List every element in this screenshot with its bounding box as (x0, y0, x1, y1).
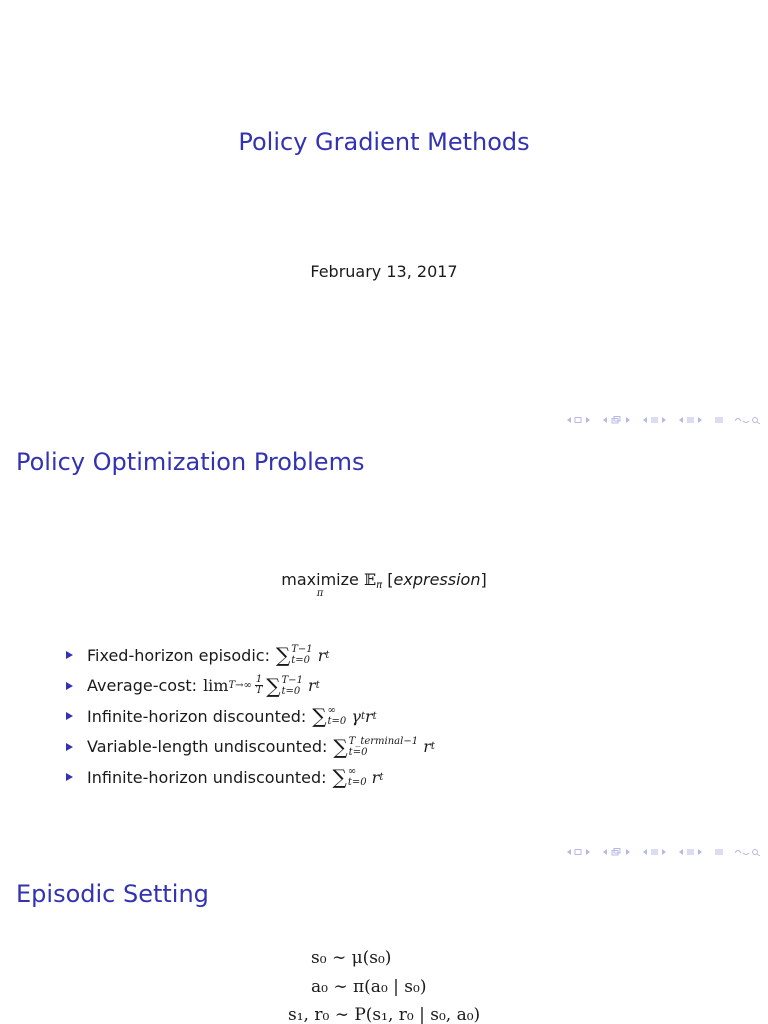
subsection-nav-icon[interactable] (602, 848, 632, 856)
sum-upper: ∞ (327, 705, 336, 717)
section-nav-icon[interactable] (642, 416, 668, 424)
sum-lower: t=0 (281, 685, 301, 697)
bullet-formula: ∑ T−1 t=0 r t (275, 643, 330, 668)
bullet-marker (66, 773, 73, 781)
sum-upper: T−1 (291, 644, 313, 656)
maximize-subscript: π (316, 588, 324, 599)
bullet-label: Variable-length undiscounted: (87, 737, 328, 757)
sum-lower: t=0 (347, 777, 367, 789)
slide-nav-icon[interactable] (678, 416, 704, 424)
sum-upper: T−1 (281, 674, 303, 686)
objective-formula: maximize π 𝔼$_\pi$ [expression] (281, 570, 487, 599)
beamer-navigation-bar (560, 848, 762, 856)
beamer-navigation-bar (560, 416, 762, 424)
section-nav-icon[interactable] (642, 848, 668, 856)
expectation-subscript: π (376, 580, 383, 591)
sum-lower: t=0 (291, 655, 311, 667)
search-icon[interactable] (734, 416, 762, 424)
bullet-formula: ∑ ∞ t=0 γ t r t (312, 704, 377, 729)
list-item (66, 671, 435, 702)
bullet-marker (66, 682, 73, 690)
sum-upper: T_terminal−1 (348, 735, 419, 747)
equation-line: s₁, r₀ ∼ P(s₁, r₀ | s₀, a₀) (288, 1005, 481, 1024)
align-icon[interactable] (714, 416, 724, 424)
bullet-marker (66, 743, 73, 751)
bullet-label: Infinite-horizon discounted: (87, 706, 307, 726)
align-icon[interactable] (714, 848, 724, 856)
equation-line: a₀ ∼ π(a₀ | s₀) (311, 977, 427, 997)
bullet-formula: ∑ T_terminal−1 t=0 r t (333, 734, 435, 759)
frame-nav-icon[interactable] (566, 416, 592, 424)
bullet-marker (66, 712, 73, 720)
title-slide (0, 0, 768, 432)
objective-list (66, 640, 435, 793)
maximize-operator: maximize (281, 570, 359, 589)
frame-title: Policy Optimization Problems (16, 448, 365, 476)
frame-title: Episodic Setting (16, 880, 209, 908)
sum-lower: t=0 (327, 716, 347, 728)
equation-line: s₀ ∼ μ(s₀) (311, 948, 392, 968)
list-item (66, 732, 435, 763)
episodic-setting-slide (0, 864, 768, 1024)
sum-upper: ∞ (347, 766, 357, 778)
bullet-label: Infinite-horizon undiscounted: (87, 767, 327, 787)
policy-optimization-slide (0, 432, 768, 864)
sum-lower: t=0 (348, 746, 368, 758)
presentation-title: Policy Gradient Methods (238, 128, 530, 156)
slide-nav-icon[interactable] (678, 848, 704, 856)
bullet-label: Fixed-horizon episodic: (87, 645, 270, 665)
expectation-symbol: 𝔼 (363, 570, 377, 589)
subsection-nav-icon[interactable] (602, 416, 632, 424)
bullet-label: Average-cost: (87, 676, 198, 696)
search-icon[interactable] (734, 848, 762, 856)
bullet-formula: lim T→∞ $\frac{1}{T}$ ∑ T−1 t=0 r t (203, 673, 320, 698)
bullet-formula: ∑ ∞ t=0 r t (332, 765, 384, 790)
bullet-marker (66, 651, 73, 659)
list-item (66, 762, 435, 793)
list-item (66, 701, 435, 732)
presentation-date: February 13, 2017 (310, 262, 458, 281)
list-item (66, 640, 435, 671)
frame-nav-icon[interactable] (566, 848, 592, 856)
expectation-argument: expression (393, 570, 481, 589)
